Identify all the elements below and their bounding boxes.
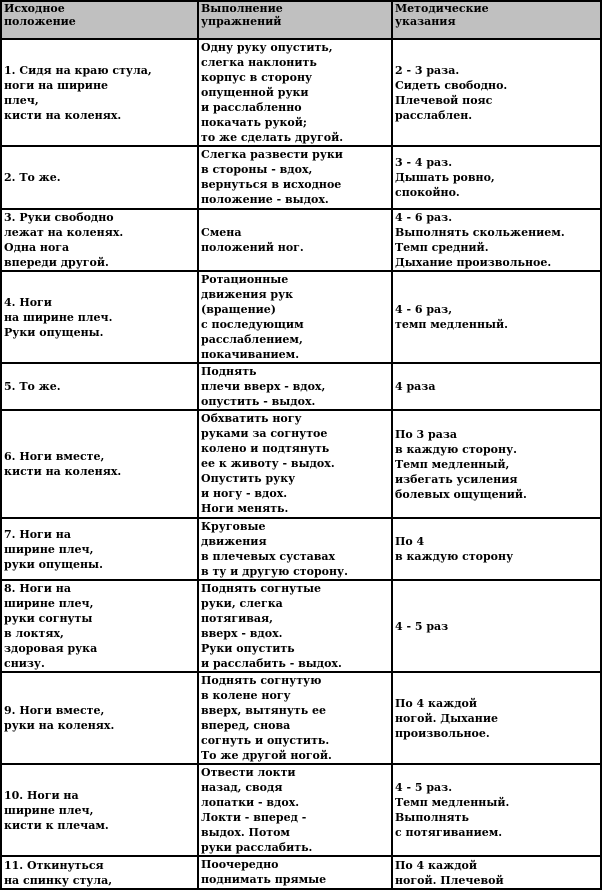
notes-cell: 3 - 4 раз. Дышать ровно, спокойно. [392, 146, 601, 209]
notes-cell: По 4 каждой ногой. Дыхание произвольное. [392, 672, 601, 764]
header-notes: Методические указания [392, 1, 601, 39]
table-row [1, 518, 601, 580]
notes-cell: 4 раза [392, 363, 601, 410]
notes-cell: По 3 раза в каждую сторону. Темп медленный, избегать усиления болевых ощущений. [392, 410, 601, 518]
start-position-cell: 3. Руки свободно лежат на коленях. Одна нога впереди другой. [1, 209, 198, 271]
notes-cell: 4 - 6 раз. Выполнять скольжением. Темп средний. Дыхание произвольное. [392, 209, 601, 271]
exercise-cell: Слегка развести руки в стороны - вдох, вернуться в исходное положение - выдох. [198, 146, 392, 209]
table-row [1, 856, 601, 889]
exercise-cell: Одну руку опустить, слегка наклонить корпус в сторону опущенной руки и расслабленно покачать рукой; то же сделать другой. [198, 39, 392, 146]
table-row [1, 764, 601, 856]
table-row [1, 39, 601, 146]
table-row [1, 363, 601, 410]
start-position-cell: 5. То же. [1, 363, 198, 410]
header-row [1, 1, 601, 39]
table-row [1, 410, 601, 518]
table-row [1, 209, 601, 271]
start-position-cell: 9. Ноги вместе, руки на коленях. [1, 672, 198, 764]
start-position-cell: 7. Ноги на ширине плеч, руки опущены. [1, 518, 198, 580]
table-row [1, 672, 601, 764]
start-position-cell: 2. То же. [1, 146, 198, 209]
header-exercise: Выполнение упражнений [198, 1, 392, 39]
notes-cell: По 4 каждой ногой. Плечевой [392, 856, 601, 889]
header-start-position: Исходное положение [1, 1, 198, 39]
exercise-cell: Обхватить ногу руками за согнутое колено и подтянуть ее к животу - выдох. Опустить руку и ногу - вдох. Ноги менять. [198, 410, 392, 518]
start-position-cell: 8. Ноги на ширине плеч, руки согнуты в локтях, здоровая рука снизу. [1, 580, 198, 672]
exercise-cell: Поднять согнутые руки, слегка потягивая, вверх - вдох. Руки опустить и расслабить - выдох. [198, 580, 392, 672]
start-position-cell: 10. Ноги на ширине плеч, кисти к плечам. [1, 764, 198, 856]
notes-cell: 4 - 6 раз, темп медленный. [392, 271, 601, 363]
start-position-cell: 1. Сидя на краю стула, ноги на ширине плеч, кисти на коленях. [1, 39, 198, 146]
start-position-cell: 11. Откинуться на спинку стула, [1, 856, 198, 889]
exercise-cell: Поднять согнутую в колене ногу вверх, вытянуть ее вперед, снова согнуть и опустить. То же другой ногой. [198, 672, 392, 764]
table-row [1, 580, 601, 672]
notes-cell: 4 - 5 раз. Темп медленный. Выполнять с потягиванием. [392, 764, 601, 856]
table-row [1, 146, 601, 209]
notes-cell: По 4 в каждую сторону [392, 518, 601, 580]
start-position-cell: 6. Ноги вместе, кисти на коленях. [1, 410, 198, 518]
exercise-cell: Поочередно поднимать прямые [198, 856, 392, 889]
exercise-cell: Смена положений ног. [198, 209, 392, 271]
start-position-cell: 4. Ноги на ширине плеч. Руки опущены. [1, 271, 198, 363]
notes-cell: 2 - 3 раза. Сидеть свободно. Плечевой пояс расслаблен. [392, 39, 601, 146]
exercise-cell: Поднять плечи вверх - вдох, опустить - выдох. [198, 363, 392, 410]
table-row [1, 271, 601, 363]
exercise-cell: Ротационные движения рук (вращение) с последующим расслаблением, покачиванием. [198, 271, 392, 363]
exercise-cell: Круговые движения в плечевых суставах в ту и другую сторону. [198, 518, 392, 580]
exercise-cell: Отвести локти назад, сводя лопатки - вдох. Локти - вперед - выдох. Потом руки расслабить. [198, 764, 392, 856]
notes-cell: 4 - 5 раз [392, 580, 601, 672]
